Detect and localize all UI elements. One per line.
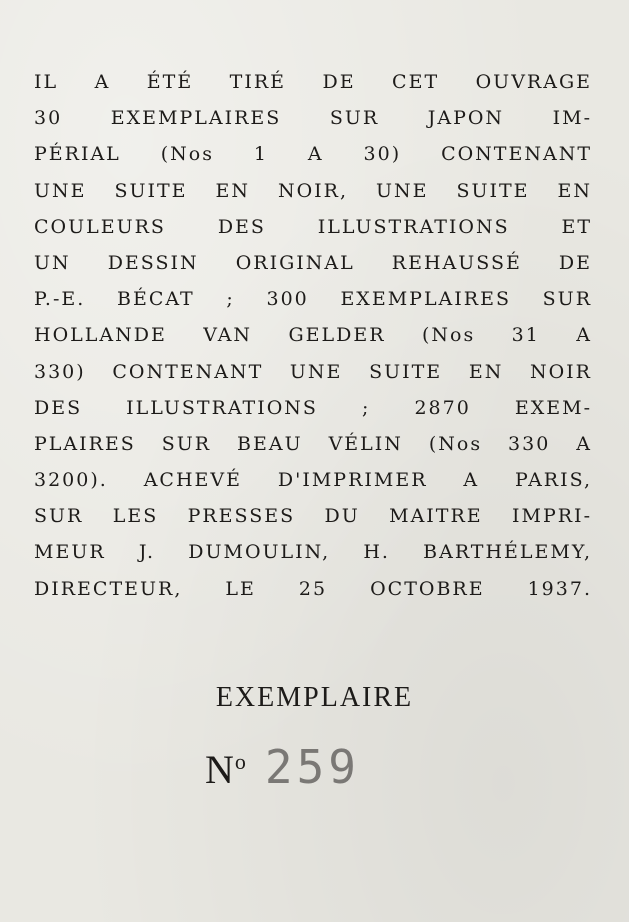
colophon-line-13: SUR LES PRESSES DU MAITRE IMPRI- <box>34 505 592 528</box>
colophon-line-3: PÉRIAL (Nos 1 A 30) CONTENANT <box>34 143 592 166</box>
colophon-line-4: UNE SUITE EN NOIR, UNE SUITE EN <box>34 179 592 202</box>
numero-superscript: o <box>234 749 247 774</box>
colophon-line-2: 30 EXEMPLAIRES SUR JAPON IM- <box>34 107 592 130</box>
exemplaire-number-row <box>205 740 360 800</box>
colophon-line-8: HOLLANDE VAN GELDER (Nos 31 A <box>34 324 592 347</box>
colophon-line-6: UN DESSIN ORIGINAL REHAUSSÉ DE <box>34 251 592 274</box>
numero-label <box>205 746 247 793</box>
colophon-line-12: 3200). ACHEVÉ D'IMPRIMER A PARIS, <box>34 469 592 492</box>
colophon-line-11: PLAIRES SUR BEAU VÉLIN (Nos 330 A <box>34 432 592 455</box>
colophon-line-10: DES ILLUSTRATIONS ; 2870 EXEM- <box>34 396 592 419</box>
colophon-line-1: IL A ÉTÉ TIRÉ DE CET OUVRAGE <box>34 71 592 93</box>
exemplaire-label: EXEMPLAIRE <box>215 682 414 713</box>
colophon-line-9: 330) CONTENANT UNE SUITE EN NOIR <box>34 360 592 383</box>
colophon-text <box>34 64 592 607</box>
exemplaire-number-stamp: 259 <box>264 740 360 794</box>
numero-prefix: N <box>205 747 235 792</box>
colophon-line-14: MEUR J. DUMOULIN, H. BARTHÉLEMY, <box>34 541 592 564</box>
colophon-line-15: DIRECTEUR, LE 25 OCTOBRE 1937. <box>34 577 592 600</box>
colophon-line-5: COULEURS DES ILLUSTRATIONS ET <box>34 215 592 238</box>
colophon-line-7: P.-E. BÉCAT ; 300 EXEMPLAIRES SUR <box>34 288 592 311</box>
